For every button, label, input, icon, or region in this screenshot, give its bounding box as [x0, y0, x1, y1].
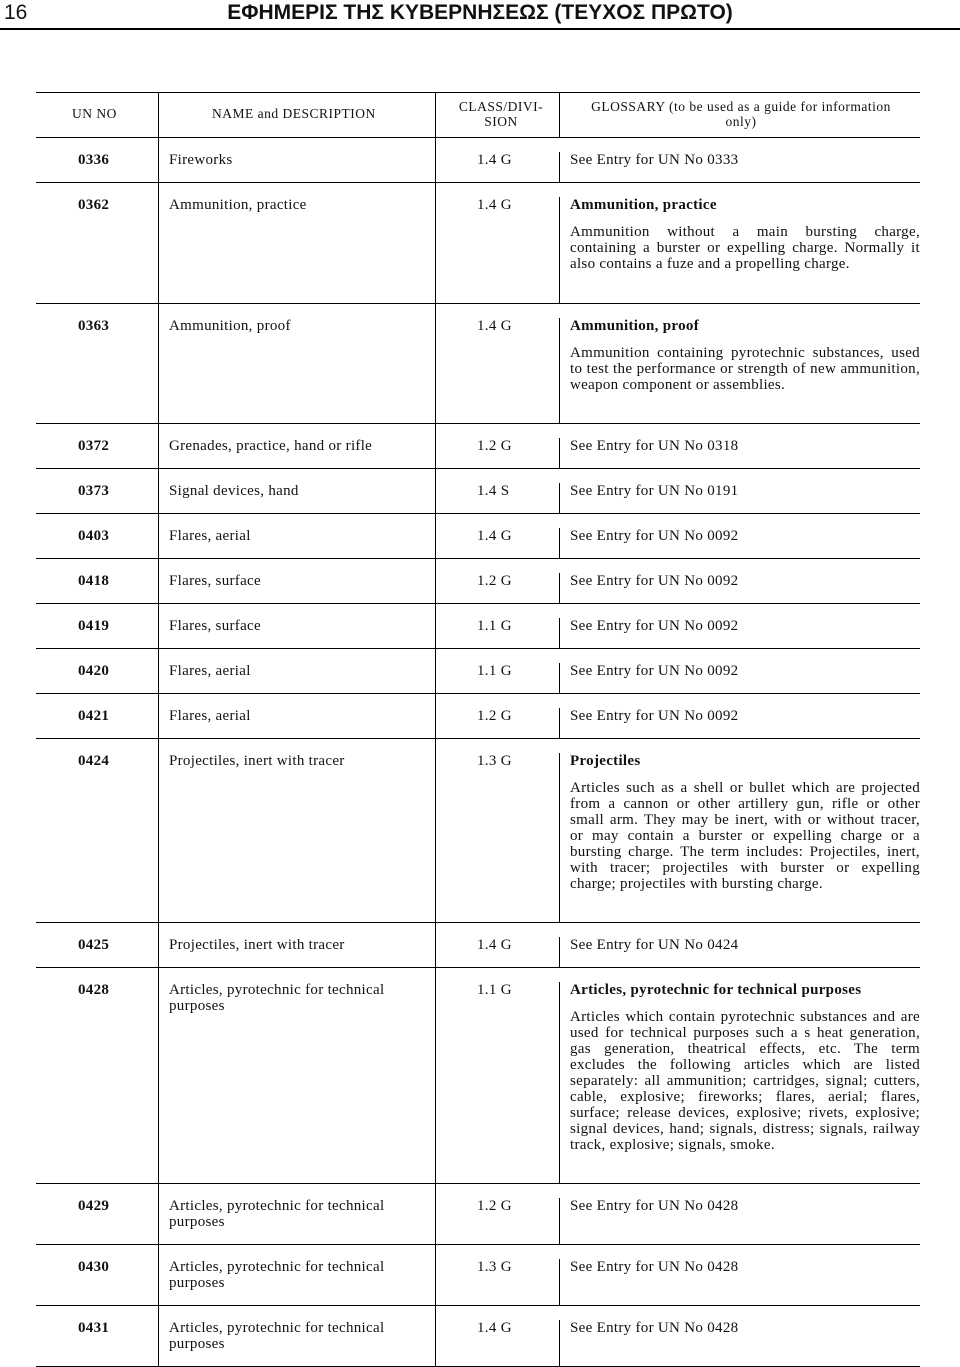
- substance-name: Articles, pyrotechnic for technical purposes: [169, 982, 385, 1014]
- page-title: ΕΦΗΜΕΡΙΣ ΤΗΣ ΚΥΒΕΡΝΗΣΕΩΣ (ΤΕΥΧΟΣ ΠΡΩΤΟ): [227, 1, 733, 24]
- glossary-text: Articles such as a shell or bullet which are projected from a cannon or other artillery gun, rifle or other small arm. They may be inert, with or without tracer, or may contain a burster or expelling charge or a bursting charge. The term includes: Projectiles, inert, with tracer; projectiles with burster or expelling charge; projectiles with bursting charge.: [570, 780, 920, 892]
- substance-name: Fireworks: [169, 152, 233, 168]
- un-number: 0428: [78, 982, 110, 998]
- glossary-cell: [570, 663, 920, 679]
- substance-name: Grenades, practice, hand or rifle: [169, 438, 373, 454]
- un-number: 0424: [78, 753, 110, 769]
- class-division: 1.3 G: [477, 1259, 512, 1275]
- class-division: 1.1 G: [477, 618, 512, 634]
- substance-name: Ammunition, proof: [169, 318, 291, 334]
- substance-name: Articles, pyrotechnic for technical purposes: [169, 1259, 385, 1291]
- glossary-text: Articles which contain pyrotechnic substances and are used for technical purposes such a s heat generation, gas generation, theatrical effects, etc. The term excludes the following articles which are listed separately: all ammunition; cartridges, signal; cutters, cable, explosive; fireworks; flares, aerial; flares, surface; release devices, explosive; rivets, explosive; signal devices, hand; signals, distress; signals, railway track, explosive; signals, smoke.: [570, 1009, 920, 1153]
- class-division: 1.2 G: [477, 573, 512, 589]
- substance-name: Projectiles, inert with tracer: [169, 937, 345, 953]
- glossary-text: Ammunition without a main bursting charge, containing a burster or expelling charge. Normally it also contains a fuze and a propelling charge.: [570, 224, 920, 272]
- glossary-cell: [570, 197, 920, 272]
- glossary-reference: See Entry for UN No 0428: [570, 1320, 739, 1336]
- table-row: [36, 304, 920, 424]
- glossary-cell: [570, 618, 920, 634]
- glossary-cell: [570, 937, 920, 953]
- glossary-reference: See Entry for UN No 0092: [570, 708, 739, 724]
- un-number: 0362: [78, 197, 110, 213]
- table-row: [36, 649, 920, 694]
- class-division: 1.1 G: [477, 982, 512, 998]
- glossary-reference: See Entry for UN No 0191: [570, 483, 739, 499]
- header-glossary: GLOSSARY (to be used as a guide for information only): [591, 99, 891, 129]
- class-division: 1.4 S: [477, 483, 510, 499]
- un-number: 0419: [78, 618, 110, 634]
- substance-name: Flares, aerial: [169, 663, 251, 679]
- class-division: 1.4 G: [477, 528, 512, 544]
- un-number: 0429: [78, 1198, 110, 1214]
- class-division: 1.4 G: [477, 152, 512, 168]
- un-number: 0430: [78, 1259, 110, 1275]
- class-division: 1.2 G: [477, 1198, 512, 1214]
- header-name: NAME and DESCRIPTION: [212, 106, 376, 121]
- glossary-title: Articles, pyrotechnic for technical purposes: [570, 982, 862, 998]
- un-number: 0420: [78, 663, 110, 679]
- substance-name: Flares, aerial: [169, 708, 251, 724]
- glossary-text: Ammunition containing pyrotechnic substances, used to test the performance or strength of new ammunition, weapon component or assemblies.: [570, 345, 920, 393]
- glossary-cell: [570, 1259, 920, 1275]
- glossary-cell: [570, 1198, 920, 1214]
- un-number: 0403: [78, 528, 110, 544]
- table-row: [36, 604, 920, 649]
- table-header-row: [36, 93, 920, 138]
- glossary-reference: See Entry for UN No 0092: [570, 528, 739, 544]
- table-row: [36, 739, 920, 923]
- glossary-reference: See Entry for UN No 0092: [570, 663, 739, 679]
- table-row: [36, 968, 920, 1184]
- glossary-cell: [570, 753, 920, 892]
- glossary-cell: [570, 1320, 920, 1336]
- class-division: 1.4 G: [477, 937, 512, 953]
- glossary-cell: [570, 573, 920, 589]
- table-row: [36, 694, 920, 739]
- glossary-cell: [570, 152, 920, 168]
- header-un-no: UN NO: [72, 106, 117, 121]
- class-division: 1.1 G: [477, 663, 512, 679]
- substance-name: Ammunition, practice: [169, 197, 307, 213]
- table-row: [36, 1306, 920, 1367]
- class-division: 1.4 G: [477, 318, 512, 334]
- substance-name: Projectiles, inert with tracer: [169, 753, 345, 769]
- substance-name: Flares, surface: [169, 618, 261, 634]
- glossary-cell: [570, 318, 920, 393]
- un-number: 0336: [78, 152, 110, 168]
- table-row: [36, 469, 920, 514]
- un-number: 0372: [78, 438, 110, 454]
- substance-name: Signal devices, hand: [169, 483, 299, 499]
- page-number: 16: [4, 1, 28, 24]
- un-number: 0421: [78, 708, 110, 724]
- glossary-cell: [570, 982, 920, 1153]
- table-row: [36, 514, 920, 559]
- class-division: 1.2 G: [477, 708, 512, 724]
- glossary-cell: [570, 528, 920, 544]
- table-row: [36, 923, 920, 968]
- glossary-cell: [570, 483, 920, 499]
- table-row: [36, 1184, 920, 1245]
- substance-name: Flares, aerial: [169, 528, 251, 544]
- glossary-cell: [570, 438, 920, 454]
- glossary-reference: See Entry for UN No 0092: [570, 573, 739, 589]
- un-number: 0418: [78, 573, 110, 589]
- table-row: [36, 424, 920, 469]
- dangerous-goods-table: [36, 92, 920, 1367]
- glossary-title: Ammunition, proof: [570, 318, 700, 334]
- glossary-reference: See Entry for UN No 0424: [570, 937, 739, 953]
- glossary-cell: [570, 708, 920, 724]
- table-row: [36, 138, 920, 183]
- glossary-title: Ammunition, practice: [570, 197, 717, 213]
- un-number: 0363: [78, 318, 110, 334]
- un-number: 0431: [78, 1320, 110, 1336]
- glossary-title: Projectiles: [570, 753, 641, 769]
- glossary-reference: See Entry for UN No 0428: [570, 1259, 739, 1275]
- glossary-reference: See Entry for UN No 0428: [570, 1198, 739, 1214]
- glossary-reference: See Entry for UN No 0333: [570, 152, 739, 168]
- class-division: 1.4 G: [477, 197, 512, 213]
- class-division: 1.4 G: [477, 1320, 512, 1336]
- un-number: 0425: [78, 937, 110, 953]
- glossary-reference: See Entry for UN No 0092: [570, 618, 739, 634]
- un-number: 0373: [78, 483, 110, 499]
- table-row: [36, 183, 920, 304]
- glossary-reference: See Entry for UN No 0318: [570, 438, 739, 454]
- table-row: [36, 559, 920, 604]
- substance-name: Flares, surface: [169, 573, 261, 589]
- header-class: CLASS/DIVI-SION: [458, 99, 544, 129]
- substance-name: Articles, pyrotechnic for technical purposes: [169, 1320, 385, 1352]
- page-header: [0, 0, 960, 30]
- class-division: 1.3 G: [477, 753, 512, 769]
- substance-name: Articles, pyrotechnic for technical purposes: [169, 1198, 385, 1230]
- class-division: 1.2 G: [477, 438, 512, 454]
- table-row: [36, 1245, 920, 1306]
